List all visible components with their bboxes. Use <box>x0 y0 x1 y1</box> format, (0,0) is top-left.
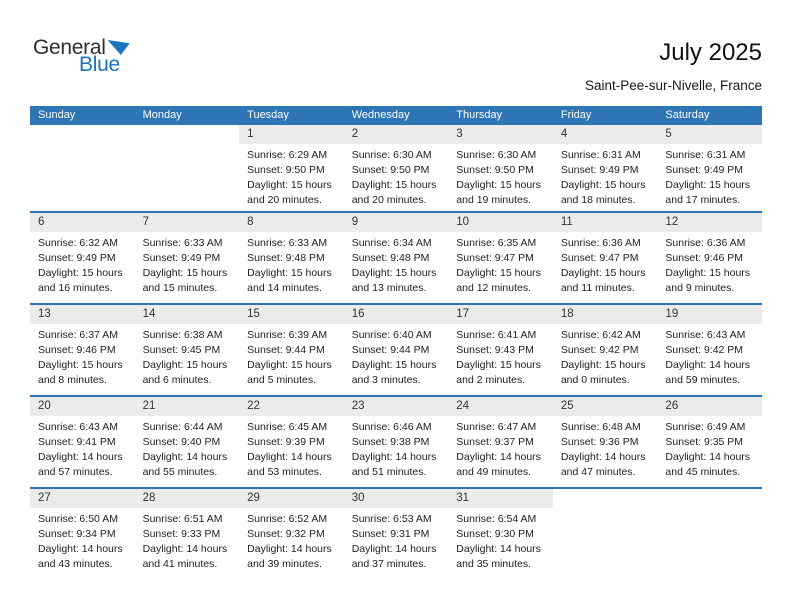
general-blue-logo <box>33 37 130 75</box>
day-cell-27 <box>30 489 135 579</box>
daylight-text: Daylight: 14 hours and 45 minutes. <box>665 451 751 478</box>
day-cell-1 <box>239 125 344 211</box>
day-number: 29 <box>239 489 344 508</box>
sunset-text: Sunset: 9:41 PM <box>38 436 116 448</box>
day-number: 6 <box>30 213 135 232</box>
day-number: 11 <box>553 213 658 232</box>
daylight-text: Daylight: 14 hours and 59 minutes. <box>665 359 751 386</box>
empty-day-cell <box>553 489 658 579</box>
day-cell-30 <box>344 489 449 579</box>
daylight-text: Daylight: 14 hours and 47 minutes. <box>560 451 646 478</box>
empty-day-cell <box>30 125 135 211</box>
sunset-text: Sunset: 9:49 PM <box>142 252 221 264</box>
day-number: 23 <box>344 397 449 416</box>
sunset-text: Sunset: 9:40 PM <box>142 436 221 448</box>
daylight-text: Daylight: 15 hours and 12 minutes. <box>456 267 541 294</box>
day-cell-21 <box>135 397 240 487</box>
day-details <box>657 324 762 388</box>
month-title: July 2025 <box>659 39 762 66</box>
day-details <box>135 508 240 572</box>
sunset-text: Sunset: 9:48 PM <box>247 252 325 264</box>
day-cell-13 <box>30 305 135 395</box>
day-details <box>344 324 449 388</box>
logo-text-blue: Blue <box>79 53 120 76</box>
day-number: 16 <box>344 305 449 324</box>
weekday-header-row <box>30 106 762 125</box>
day-cell-8 <box>239 213 344 303</box>
daylight-text: Daylight: 15 hours and 2 minutes. <box>456 359 541 386</box>
sunset-text: Sunset: 9:44 PM <box>247 344 325 356</box>
sunset-text: Sunset: 9:42 PM <box>665 344 744 356</box>
daylight-text: Daylight: 15 hours and 5 minutes. <box>247 359 332 386</box>
day-details <box>239 416 344 480</box>
day-details <box>30 508 135 572</box>
sunset-text: Sunset: 9:50 PM <box>351 164 430 176</box>
sunrise-text: Sunrise: 6:41 AM <box>456 329 537 341</box>
day-details <box>239 144 344 208</box>
day-details <box>30 324 135 388</box>
sunset-text: Sunset: 9:49 PM <box>560 164 639 176</box>
day-cell-25 <box>553 397 658 487</box>
page-header <box>585 39 762 93</box>
calendar-grid <box>30 106 762 579</box>
day-number: 26 <box>657 397 762 416</box>
sunrise-text: Sunrise: 6:40 AM <box>351 329 432 341</box>
day-details <box>135 324 240 388</box>
daylight-text: Daylight: 15 hours and 15 minutes. <box>142 267 228 294</box>
calendar-weeks <box>30 125 762 579</box>
sunrise-text: Sunrise: 6:43 AM <box>38 421 118 433</box>
sunrise-text: Sunrise: 6:33 AM <box>142 237 223 249</box>
day-number: 30 <box>344 489 449 508</box>
day-cell-6 <box>30 213 135 303</box>
day-details <box>239 232 344 296</box>
sunset-text: Sunset: 9:33 PM <box>142 528 221 540</box>
day-details <box>657 232 762 296</box>
sunrise-text: Sunrise: 6:53 AM <box>351 513 432 525</box>
day-cell-5 <box>657 125 762 211</box>
day-cell-19 <box>657 305 762 395</box>
day-number: 4 <box>553 125 658 144</box>
sunrise-text: Sunrise: 6:38 AM <box>142 329 223 341</box>
day-number: 3 <box>448 125 553 144</box>
day-details <box>448 416 553 480</box>
sunrise-text: Sunrise: 6:32 AM <box>38 237 118 249</box>
daylight-text: Daylight: 15 hours and 11 minutes. <box>560 267 646 294</box>
day-cell-29 <box>239 489 344 579</box>
sunrise-text: Sunrise: 6:39 AM <box>247 329 328 341</box>
sunrise-text: Sunrise: 6:54 AM <box>456 513 537 525</box>
sunset-text: Sunset: 9:49 PM <box>38 252 116 264</box>
weekday-header-monday: Monday <box>142 109 182 121</box>
sunset-text: Sunset: 9:43 PM <box>456 344 534 356</box>
sunset-text: Sunset: 9:31 PM <box>351 528 430 540</box>
day-details <box>553 232 658 296</box>
day-number: 12 <box>657 213 762 232</box>
daylight-text: Daylight: 15 hours and 13 minutes. <box>351 267 437 294</box>
day-details <box>448 232 553 296</box>
sunrise-text: Sunrise: 6:42 AM <box>560 329 641 341</box>
sunset-text: Sunset: 9:44 PM <box>351 344 430 356</box>
daylight-text: Daylight: 14 hours and 39 minutes. <box>247 543 332 570</box>
weekday-header-tuesday: Tuesday <box>247 109 289 121</box>
day-number: 18 <box>553 305 658 324</box>
day-cell-11 <box>553 213 658 303</box>
day-details <box>135 416 240 480</box>
daylight-text: Daylight: 15 hours and 17 minutes. <box>665 179 751 206</box>
daylight-text: Daylight: 15 hours and 20 minutes. <box>247 179 332 206</box>
sunset-text: Sunset: 9:36 PM <box>560 436 639 448</box>
week-row-3 <box>30 303 762 395</box>
day-details <box>553 324 658 388</box>
sunset-text: Sunset: 9:32 PM <box>247 528 325 540</box>
sunset-text: Sunset: 9:34 PM <box>38 528 116 540</box>
empty-day-cell <box>657 489 762 579</box>
day-cell-23 <box>344 397 449 487</box>
sunset-text: Sunset: 9:42 PM <box>560 344 639 356</box>
sunset-text: Sunset: 9:47 PM <box>560 252 639 264</box>
daylight-text: Daylight: 15 hours and 9 minutes. <box>665 267 751 294</box>
day-cell-17 <box>448 305 553 395</box>
day-details <box>344 144 449 208</box>
day-number: 5 <box>657 125 762 144</box>
day-cell-7 <box>135 213 240 303</box>
sunset-text: Sunset: 9:38 PM <box>351 436 430 448</box>
day-number: 21 <box>135 397 240 416</box>
day-details <box>448 324 553 388</box>
day-number: 2 <box>344 125 449 144</box>
sunrise-text: Sunrise: 6:29 AM <box>247 149 328 161</box>
day-cell-26 <box>657 397 762 487</box>
day-details <box>448 144 553 208</box>
sunset-text: Sunset: 9:35 PM <box>665 436 744 448</box>
sunset-text: Sunset: 9:39 PM <box>247 436 325 448</box>
day-number: 9 <box>344 213 449 232</box>
weekday-header-wednesday: Wednesday <box>351 109 410 121</box>
daylight-text: Daylight: 15 hours and 6 minutes. <box>142 359 228 386</box>
daylight-text: Daylight: 15 hours and 16 minutes. <box>38 267 123 294</box>
weekday-header-saturday: Saturday <box>665 109 710 121</box>
daylight-text: Daylight: 14 hours and 37 minutes. <box>351 543 437 570</box>
weekday-header-friday: Friday <box>560 109 592 121</box>
sunrise-text: Sunrise: 6:36 AM <box>560 237 641 249</box>
daylight-text: Daylight: 14 hours and 53 minutes. <box>247 451 332 478</box>
sunrise-text: Sunrise: 6:37 AM <box>38 329 118 341</box>
sunrise-text: Sunrise: 6:52 AM <box>247 513 328 525</box>
sunrise-text: Sunrise: 6:31 AM <box>665 149 746 161</box>
day-details <box>657 416 762 480</box>
sunrise-text: Sunrise: 6:30 AM <box>351 149 432 161</box>
daylight-text: Daylight: 14 hours and 35 minutes. <box>456 543 541 570</box>
day-number: 13 <box>30 305 135 324</box>
sunrise-text: Sunrise: 6:35 AM <box>456 237 537 249</box>
empty-day-cell <box>135 125 240 211</box>
day-cell-4 <box>553 125 658 211</box>
day-cell-2 <box>344 125 449 211</box>
daylight-text: Daylight: 15 hours and 18 minutes. <box>560 179 646 206</box>
daylight-text: Daylight: 15 hours and 19 minutes. <box>456 179 541 206</box>
day-cell-22 <box>239 397 344 487</box>
day-cell-16 <box>344 305 449 395</box>
day-number: 19 <box>657 305 762 324</box>
day-details <box>239 508 344 572</box>
sunrise-text: Sunrise: 6:46 AM <box>351 421 432 433</box>
day-number: 15 <box>239 305 344 324</box>
sunset-text: Sunset: 9:47 PM <box>456 252 534 264</box>
day-details <box>344 416 449 480</box>
daylight-text: Daylight: 14 hours and 43 minutes. <box>38 543 123 570</box>
week-row-4 <box>30 395 762 487</box>
day-cell-20 <box>30 397 135 487</box>
sunset-text: Sunset: 9:48 PM <box>351 252 430 264</box>
day-cell-3 <box>448 125 553 211</box>
day-number: 24 <box>448 397 553 416</box>
day-number: 14 <box>135 305 240 324</box>
weekday-header-thursday: Thursday <box>456 109 503 121</box>
day-details <box>30 232 135 296</box>
daylight-text: Daylight: 14 hours and 41 minutes. <box>142 543 228 570</box>
sunrise-text: Sunrise: 6:31 AM <box>560 149 641 161</box>
day-number: 17 <box>448 305 553 324</box>
sunrise-text: Sunrise: 6:36 AM <box>665 237 746 249</box>
sunset-text: Sunset: 9:46 PM <box>38 344 116 356</box>
day-details <box>553 416 658 480</box>
daylight-text: Daylight: 14 hours and 49 minutes. <box>456 451 541 478</box>
location-subtitle: Saint-Pee-sur-Nivelle, France <box>584 78 762 93</box>
day-details <box>657 144 762 208</box>
sunrise-text: Sunrise: 6:51 AM <box>142 513 223 525</box>
sunset-text: Sunset: 9:49 PM <box>665 164 744 176</box>
sunrise-text: Sunrise: 6:50 AM <box>38 513 118 525</box>
sunrise-text: Sunrise: 6:44 AM <box>142 421 223 433</box>
sunset-text: Sunset: 9:30 PM <box>456 528 534 540</box>
day-number: 10 <box>448 213 553 232</box>
logo-word-general: General <box>33 36 106 59</box>
day-cell-14 <box>135 305 240 395</box>
week-row-2 <box>30 211 762 303</box>
daylight-text: Daylight: 14 hours and 55 minutes. <box>142 451 228 478</box>
day-cell-18 <box>553 305 658 395</box>
day-details <box>30 416 135 480</box>
day-number: 7 <box>135 213 240 232</box>
day-number: 8 <box>239 213 344 232</box>
day-cell-12 <box>657 213 762 303</box>
daylight-text: Daylight: 14 hours and 51 minutes. <box>351 451 437 478</box>
day-details <box>344 232 449 296</box>
day-details <box>553 144 658 208</box>
day-details <box>135 232 240 296</box>
sunset-text: Sunset: 9:37 PM <box>456 436 534 448</box>
daylight-text: Daylight: 15 hours and 20 minutes. <box>351 179 437 206</box>
sunrise-text: Sunrise: 6:49 AM <box>665 421 746 433</box>
day-number: 27 <box>30 489 135 508</box>
weekday-header-sunday: Sunday <box>38 109 76 121</box>
sunset-text: Sunset: 9:46 PM <box>665 252 744 264</box>
day-number: 25 <box>553 397 658 416</box>
day-details <box>448 508 553 572</box>
daylight-text: Daylight: 15 hours and 3 minutes. <box>351 359 437 386</box>
week-row-1 <box>30 125 762 211</box>
day-number: 1 <box>239 125 344 144</box>
sunset-text: Sunset: 9:50 PM <box>456 164 534 176</box>
sunrise-text: Sunrise: 6:33 AM <box>247 237 328 249</box>
daylight-text: Daylight: 15 hours and 0 minutes. <box>560 359 646 386</box>
sunrise-text: Sunrise: 6:47 AM <box>456 421 537 433</box>
sunset-text: Sunset: 9:45 PM <box>142 344 221 356</box>
sunrise-text: Sunrise: 6:45 AM <box>247 421 328 433</box>
day-details <box>239 324 344 388</box>
day-cell-24 <box>448 397 553 487</box>
daylight-text: Daylight: 15 hours and 8 minutes. <box>38 359 123 386</box>
day-cell-31 <box>448 489 553 579</box>
sunset-text: Sunset: 9:50 PM <box>247 164 325 176</box>
day-cell-9 <box>344 213 449 303</box>
sunrise-text: Sunrise: 6:30 AM <box>456 149 537 161</box>
day-cell-10 <box>448 213 553 303</box>
daylight-text: Daylight: 14 hours and 57 minutes. <box>38 451 123 478</box>
day-cell-15 <box>239 305 344 395</box>
sunrise-text: Sunrise: 6:48 AM <box>560 421 641 433</box>
day-number: 31 <box>448 489 553 508</box>
sunrise-text: Sunrise: 6:34 AM <box>351 237 432 249</box>
daylight-text: Daylight: 15 hours and 14 minutes. <box>247 267 332 294</box>
day-number: 20 <box>30 397 135 416</box>
day-cell-28 <box>135 489 240 579</box>
day-number: 28 <box>135 489 240 508</box>
day-details <box>344 508 449 572</box>
day-number: 22 <box>239 397 344 416</box>
week-row-5 <box>30 487 762 579</box>
sunrise-text: Sunrise: 6:43 AM <box>665 329 746 341</box>
